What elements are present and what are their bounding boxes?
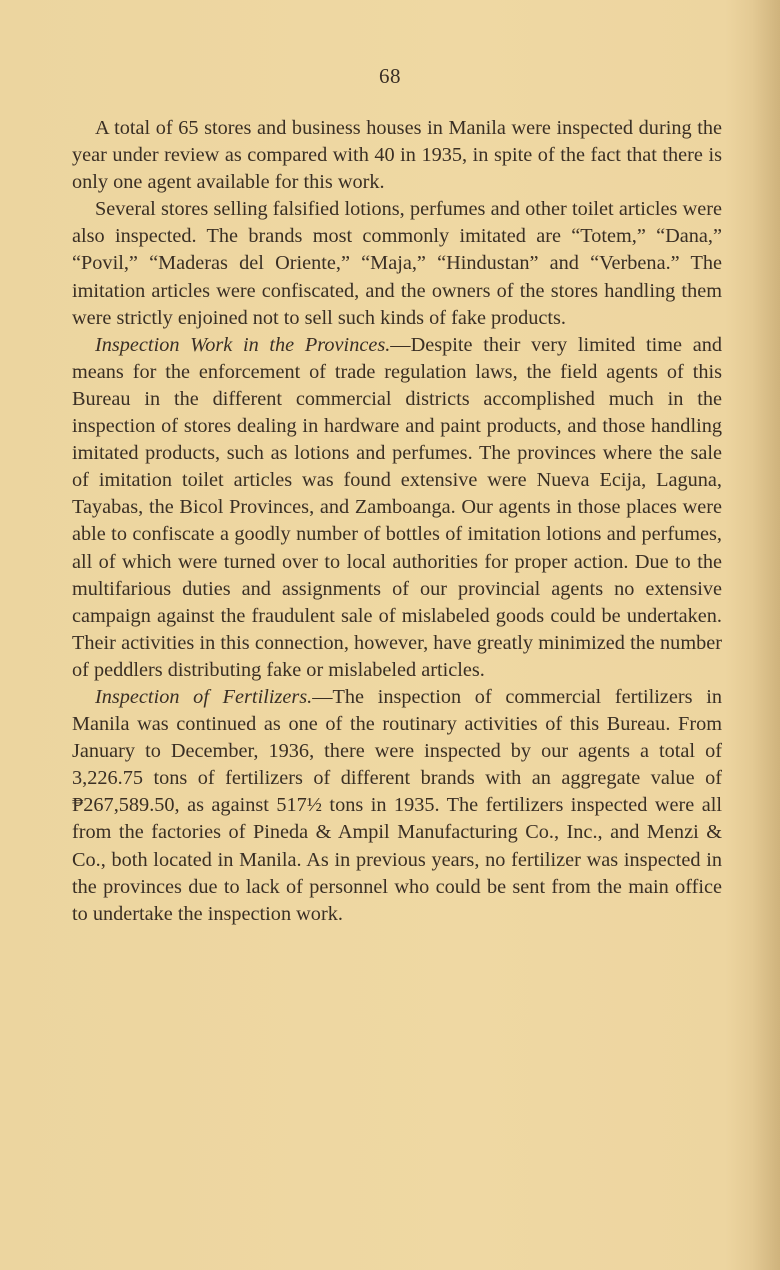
body-text	[72, 115, 722, 928]
paragraph-text: Several stores selling falsified lotions, perfumes and other toilet articles were also inspected. The brands most commonly imitated are “Totem,” “Dana,” “Povil,” “Maderas del Oriente,” “Maja,” “Hindustan” and “Verbena.” The imitation articles were confiscated, and the owners of the stores handling them were strictly enjoined not to sell such kinds of fake products.	[72, 198, 722, 329]
paragraph-text: A total of 65 stores and business houses in Manila were inspected during the year under review as compared with 40 in 1935, in spite of the fact that there is only one agent available for this work.	[72, 117, 722, 194]
page-edge-shadow	[752, 0, 780, 1270]
paragraph-store-inspection	[72, 115, 722, 196]
section-heading: Inspection Work in the Provinces.	[95, 333, 391, 356]
section-heading: Inspection of Fertilizers.	[95, 685, 313, 708]
paragraph-text: —The inspection of commercial fertilizers in Manila was continued as one of the routinary activities of this Bureau. From January to December, 1936, there were inspected by our agents a total of 3,226.75 tons of fertilizers of different brands with an aggregate value of ₱267,589.50, as against 517½ tons in 1935. The fertilizers inspected were all from the factories of Pineda & Ampil Manufacturing Co., Inc., and Menzi & Co., both located in Manila. As in previous years, no fertilizer was inspected in the provinces due to lack of personnel who could be sent from the main office to undertake the inspection work.	[72, 685, 722, 925]
paragraph-provinces-inspection	[72, 332, 722, 684]
paragraph-fertilizers-inspection	[72, 684, 722, 928]
paragraph-text: —Despite their very limited time and means for the enforcement of trade regulation laws, the field agents of this Bureau in the different commercial districts accomplished much in the inspection of stores dealing in hardware and paint products, and those handling imitated products, such as lotions and perfumes. The provinces where the sale of imitation toilet articles was found extensive were Nueva Ecija, Laguna, Tayabas, the Bicol Provinces, and Zamboanga. Our agents in those places were able to confiscate a goodly number of bottles of imitation lotions and perfumes, all of which were turned over to local authorities for proper action. Due to the multifarious duties and assignments of our provincial agents no extensive campaign against the fraudulent sale of mislabeled goods could be undertaken. Their activities in this connection, however, have greatly minimized the number of peddlers distributing fake or mislabeled articles.	[72, 333, 722, 681]
paragraph-falsified-lotions	[72, 196, 722, 331]
page-number: 68	[379, 64, 401, 88]
